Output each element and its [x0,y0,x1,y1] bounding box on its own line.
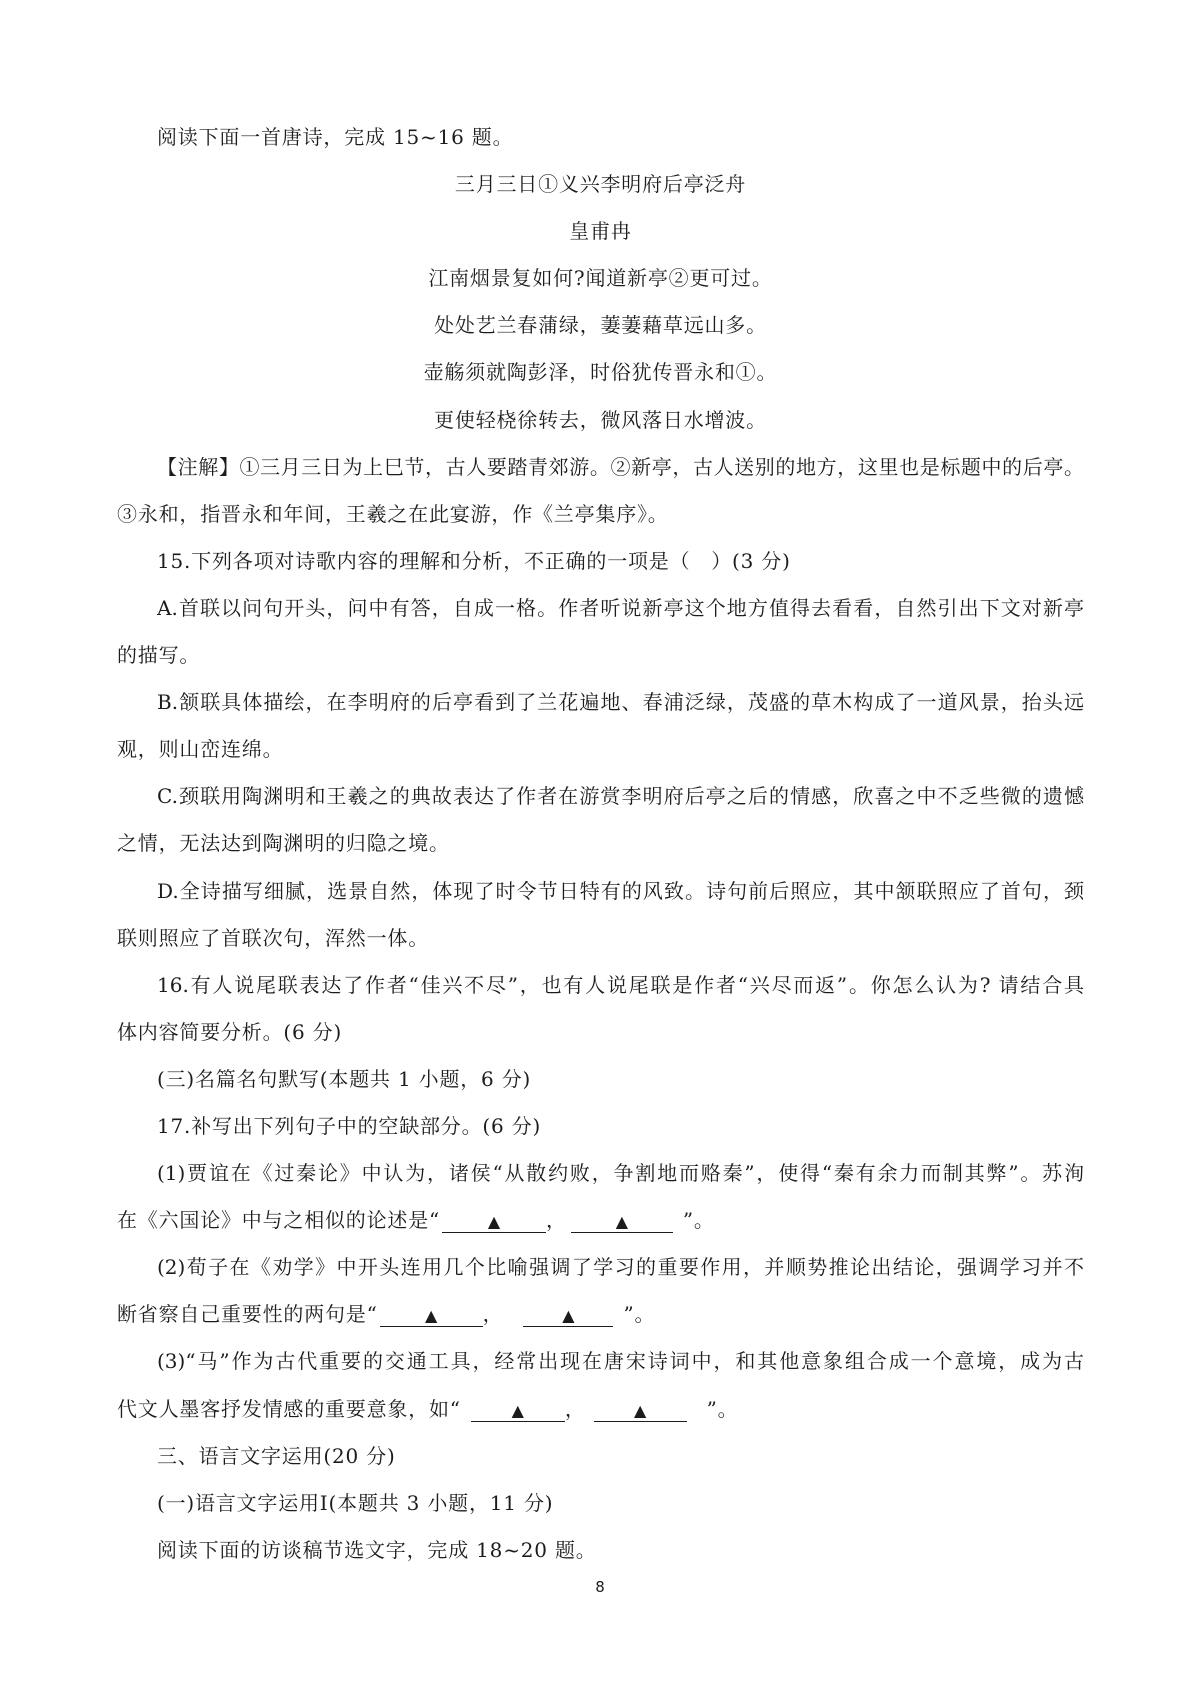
annotation-line: 【注解】①三月三日为上巳节，古人要踏青郊游。②新亭，古人送别的地方，这里也是标题中的后亭。 [157,454,1084,479]
triangle-marker-icon: ▲ [562,1306,575,1326]
section-heading-recitation: (三)名篇名句默写(本题共 1 小题，6 分) [157,1066,532,1091]
question-17-item-1: (1)贾谊在《过秦论》中认为，诸侯“从散约败，争割地而赂秦”，使得“秦有余力而制其弊”。苏洵 [157,1161,1084,1186]
option-b-text: B.颔联具体描绘，在李明府的后亭看到了兰花遍地、春浦泛绿，茂盛的草木构成了一道风景，抬头远 [157,690,1084,715]
poem-author: 皇甫冉 [569,219,632,244]
answer-blank [380,1306,483,1327]
page-number: 8 [595,1578,605,1596]
poem-line: 壶觞须就陶彭泽，时俗犹传晋永和①。 [423,360,778,385]
poem-line: 处处艺兰春蒲绿，萋萋藉草远山多。 [434,313,767,338]
question-17-item-3: (3)“马”作为古代重要的交通工具，经常出现在唐宋诗词中，和其他意象组合成一个意境，成为古 [157,1349,1084,1374]
answer-prompt: 代文人墨客抒发情感的重要意象，如“ [117,1396,461,1421]
question-15-stem: 15.下列各项对诗歌内容的理解和分析，不正确的一项是（ ）(3 分) [157,548,791,573]
answer-suffix: ”。 [706,1396,739,1421]
triangle-marker-icon: ▲ [511,1400,524,1420]
answer-blank [471,1401,565,1422]
answer-blank [442,1212,546,1233]
question-17-item-3-answer-line [117,1386,1084,1433]
option-d-text: 联则照应了首联次句，浑然一体。 [117,925,429,950]
option-a-text: 的描写。 [117,643,201,668]
blank-separator: ， [546,1208,567,1233]
question-17-item-1-answer-line [117,1197,1084,1244]
annotation-line: ③永和，指晋永和年间，王羲之在此宴游，作《兰亭集序》。 [117,501,669,526]
answer-blank [594,1401,687,1422]
poem-line: 江南烟景复如何?闻道新亭②更可过。 [428,266,773,291]
question-17-stem: 17.补写出下列句子中的空缺部分。(6 分) [157,1113,542,1138]
subsection-heading-language-1: (一)语言文字运用Ⅰ(本题共 3 小题，11 分) [157,1490,554,1515]
intro-text: 阅读下面一首唐诗，完成 15~16 题。 [157,125,514,149]
triangle-marker-icon: ▲ [487,1212,501,1232]
answer-suffix: ”。 [682,1208,715,1233]
answer-prompt: 断省察自己重要性的两句是“ [117,1302,378,1327]
option-c-text: C.颈联用陶渊明和王羲之的典故表达了作者在游赏李明府后亭之后的情感，欣喜之中不乏些微的遗憾 [157,784,1084,809]
option-b-text: 观，则山峦连绵。 [117,737,284,762]
answer-blank [571,1212,673,1233]
answer-prompt: 在《六国论》中与之相似的论述是“ [117,1208,441,1233]
blank-separator: ， [564,1396,586,1421]
poem-line: 更使轻桡徐转去，微风落日水增波。 [434,407,767,432]
question-16-text: 体内容简要分析。(6 分) [117,1019,343,1044]
triangle-marker-icon: ▲ [615,1212,628,1232]
option-c-text: 之情，无法达到陶渊明的归隐之境。 [117,831,450,856]
blank-separator: ， [482,1302,504,1327]
section-heading-language: 三、语言文字运用(20 分) [157,1443,396,1468]
answer-blank [523,1306,613,1327]
option-d-text: D.全诗描写细腻，选景自然，体现了时令节日特有的风致。诗句前后照应，其中颔联照应了首句，颈 [157,878,1084,903]
question-17-item-2-answer-line [117,1291,1084,1338]
triangle-marker-icon: ▲ [633,1400,647,1420]
option-a-text: A.首联以问句开头，问中有答，自成一格。作者听说新亭这个地方值得去看看，自然引出下文对新亭 [157,595,1084,620]
answer-suffix: ”。 [623,1302,656,1327]
reading-prompt: 阅读下面的访谈稿节选文字，完成 18~20 题。 [157,1537,597,1562]
question-17-item-2: (2)荀子在《劝学》中开头连用几个比喻强调了学习的重要作用，并顺势推论出结论，强调学习并不 [157,1255,1084,1280]
page-body [117,114,1084,1574]
triangle-marker-icon: ▲ [424,1306,438,1326]
poem-title: 三月三日①义兴李明府后亭泛舟 [454,172,747,197]
question-16-text: 16.有人说尾联表达了作者“佳兴不尽”，也有人说尾联是作者“兴尽而返”。你怎么认为? 请结合具 [157,972,1084,997]
